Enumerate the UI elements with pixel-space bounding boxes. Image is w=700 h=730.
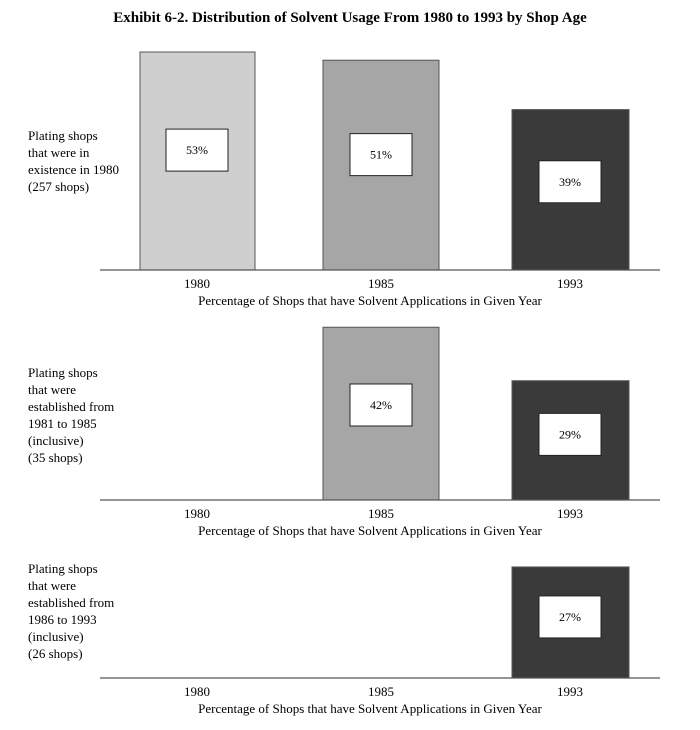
panel-label-line: that were in bbox=[28, 145, 90, 160]
tick-label: 1993 bbox=[557, 684, 583, 699]
tick-label: 1985 bbox=[368, 276, 394, 291]
panel-label bbox=[28, 561, 114, 661]
x-axis-label: Percentage of Shops that have Solvent Applications in Given Year bbox=[198, 523, 542, 538]
panel-label-line: Plating shops bbox=[28, 561, 98, 576]
tick-label: 1985 bbox=[368, 506, 394, 521]
data-label: 53% bbox=[186, 143, 208, 158]
panel-label-line: (inclusive) bbox=[28, 433, 84, 448]
panel-label bbox=[28, 128, 119, 194]
tick-label: 1993 bbox=[557, 276, 583, 291]
panel-2 bbox=[28, 327, 660, 538]
tick-label: 1993 bbox=[557, 506, 583, 521]
chart-panels bbox=[28, 52, 660, 716]
data-label: 29% bbox=[559, 427, 581, 442]
panel-label-line: 1981 to 1985 bbox=[28, 416, 97, 431]
data-label: 27% bbox=[559, 609, 581, 624]
panel-3 bbox=[28, 561, 660, 716]
x-axis-label: Percentage of Shops that have Solvent Applications in Given Year bbox=[198, 701, 542, 716]
panel-label-line: established from bbox=[28, 399, 115, 414]
panel-label-line: (26 shops) bbox=[28, 646, 83, 661]
data-label: 42% bbox=[370, 397, 392, 412]
panel-label bbox=[28, 365, 114, 465]
tick-label: 1985 bbox=[368, 684, 394, 699]
panel-label-line: Plating shops bbox=[28, 128, 98, 143]
data-label: 51% bbox=[370, 147, 392, 162]
panel-label-line: 1986 to 1993 bbox=[28, 612, 97, 627]
panel-label-line: (35 shops) bbox=[28, 450, 83, 465]
tick-label: 1980 bbox=[184, 684, 210, 699]
panel-label-line: Plating shops bbox=[28, 365, 98, 380]
panel-label-line: existence in 1980 bbox=[28, 162, 119, 177]
panel-label-line: that were bbox=[28, 578, 77, 593]
tick-label: 1980 bbox=[184, 506, 210, 521]
panel-label-line: established from bbox=[28, 595, 115, 610]
panel-label-line: (257 shops) bbox=[28, 179, 90, 194]
tick-label: 1980 bbox=[184, 276, 210, 291]
data-label: 39% bbox=[559, 174, 581, 189]
x-axis-label: Percentage of Shops that have Solvent Applications in Given Year bbox=[198, 293, 542, 308]
panel-label-line: that were bbox=[28, 382, 77, 397]
chart-title: Exhibit 6-2. Distribution of Solvent Usage From 1980 to 1993 by Shop Age bbox=[113, 10, 587, 26]
panel-label-line: (inclusive) bbox=[28, 629, 84, 644]
panel-1 bbox=[28, 52, 660, 308]
